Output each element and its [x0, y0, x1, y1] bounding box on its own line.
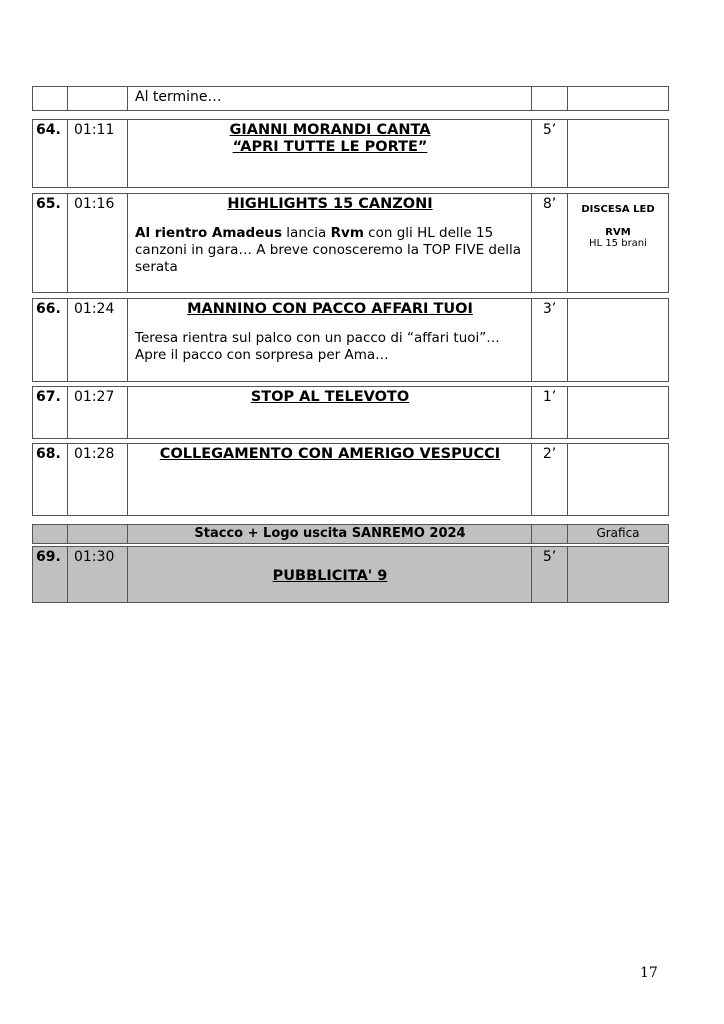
row-main [128, 299, 532, 381]
note-line-3: HL 15 brani [589, 238, 647, 249]
row-number: 69. [33, 547, 68, 602]
table-row [32, 298, 669, 382]
row-title: STOP AL TELEVOTO [250, 389, 410, 405]
note-line-1: DISCESA LED [581, 204, 655, 215]
table-row [32, 119, 669, 188]
row-note [568, 387, 668, 438]
row-number: 66. [33, 299, 68, 381]
row-time [68, 525, 128, 543]
row-time: 01:28 [68, 444, 128, 515]
row-number: 64. [33, 120, 68, 187]
row-duration [532, 525, 568, 543]
row-main [128, 194, 532, 292]
row-duration: 3’ [532, 299, 568, 381]
row-number [33, 87, 68, 110]
table-row [32, 86, 669, 111]
row-time [68, 87, 128, 110]
row-time: 01:24 [68, 299, 128, 381]
row-main: Stacco + Logo uscita SANREMO 2024 [128, 525, 532, 543]
desc-text-2: con gli HL delle 15 canzoni in gara… A breve conosceremo la TOP FIVE della serata [135, 225, 522, 275]
row-duration: 5’ [532, 547, 568, 602]
row-description [135, 225, 525, 276]
row-duration [532, 87, 568, 110]
row-main [128, 444, 532, 515]
table-row [32, 524, 669, 544]
row-number: 67. [33, 387, 68, 438]
desc-text-1: lancia [282, 225, 331, 241]
row-note [568, 547, 668, 602]
row-time: 01:30 [68, 547, 128, 602]
row-number: 68. [33, 444, 68, 515]
row-title-line2: “APRI TUTTE LE PORTE” [232, 139, 428, 155]
row-note: Grafica [596, 526, 640, 540]
table-row [32, 546, 669, 603]
row-title: HIGHLIGHTS 15 CANZONI [227, 196, 433, 212]
desc-bold-2: Rvm [330, 225, 364, 241]
row-main [128, 547, 532, 602]
desc-line-1: Teresa rientra sul palco con un pacco di “affari tuoi”… [135, 330, 500, 346]
row-description: Al termine… [128, 87, 532, 110]
note-line-2: RVM [605, 227, 631, 238]
row-note [568, 120, 668, 187]
page-number: 17 [640, 965, 658, 981]
table-row [32, 443, 669, 516]
row-number [33, 525, 68, 543]
row-title: PUBBLICITA' 9 [272, 568, 388, 584]
row-note [568, 87, 668, 110]
row-number: 65. [33, 194, 68, 292]
row-note [568, 444, 668, 515]
row-time: 01:16 [68, 194, 128, 292]
row-title: MANNINO CON PACCO AFFARI TUOI [187, 301, 473, 317]
row-time: 01:11 [68, 120, 128, 187]
row-title: COLLEGAMENTO CON AMERIGO VESPUCCI [159, 446, 501, 462]
row-duration: 1’ [532, 387, 568, 438]
row-main [128, 120, 532, 187]
desc-line-2: Apre il pacco con sorpresa per Ama… [135, 347, 389, 363]
row-time: 01:27 [68, 387, 128, 438]
row-note [568, 194, 668, 292]
row-description [135, 330, 525, 364]
desc-bold-1: Al rientro Amadeus [135, 225, 283, 241]
table-row [32, 386, 669, 439]
row-duration: 5’ [532, 120, 568, 187]
table-row [32, 193, 669, 293]
row-duration: 8’ [532, 194, 568, 292]
row-note [568, 299, 668, 381]
row-main [128, 387, 532, 438]
row-title: GIANNI MORANDI CANTA [229, 122, 431, 138]
row-duration: 2’ [532, 444, 568, 515]
